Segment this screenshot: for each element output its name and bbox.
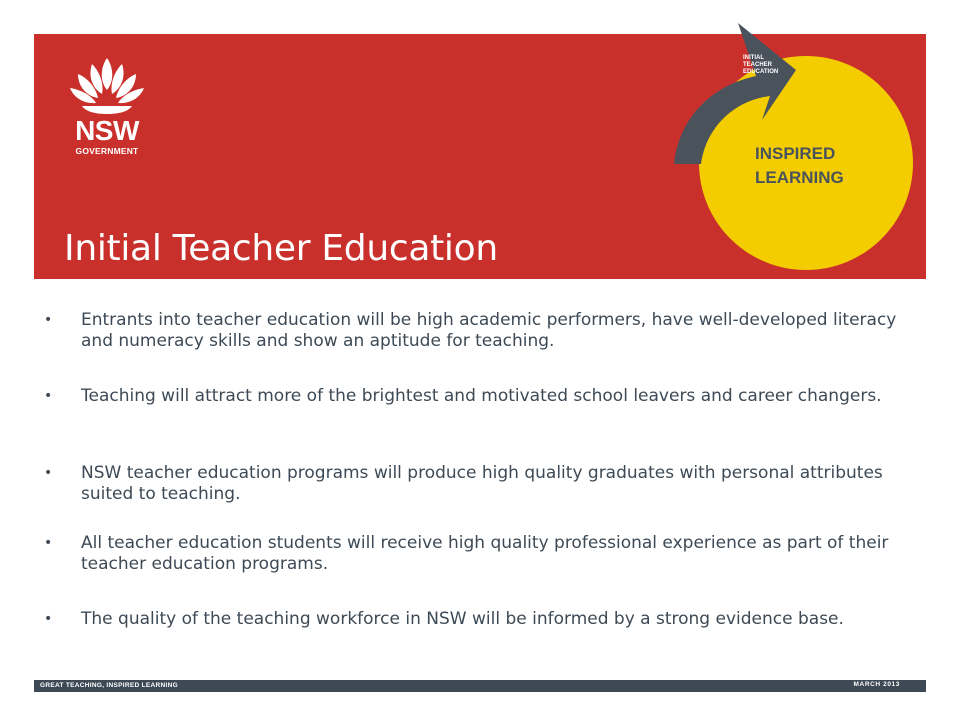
bullet-icon: • <box>44 535 53 551</box>
footer-slogan: GREAT TEACHING, INSPIRED LEARNING <box>40 682 178 689</box>
list-item <box>44 533 914 575</box>
circle-label <box>755 142 855 190</box>
bullet-icon: • <box>44 312 53 328</box>
bullet-text: Teaching will attract more of the brightest and motivated school leavers and career changers. <box>81 386 882 406</box>
list-item <box>44 609 914 630</box>
bullet-text: Entrants into teacher education will be high academic performers, have well-developed literacy and numeracy skills and show an aptitude for teaching. <box>81 310 897 351</box>
bullet-text: The quality of the teaching workforce in NSW will be informed by a strong evidence base. <box>81 609 844 629</box>
bullet-text: NSW teacher education programs will produce high quality graduates with personal attributes suited to teaching. <box>81 463 883 504</box>
bullet-icon: • <box>44 611 53 627</box>
bullet-icon: • <box>44 465 53 481</box>
list-item <box>44 463 914 505</box>
arrow-label-line: EDUCATION <box>743 69 779 75</box>
footer-bar <box>34 680 926 692</box>
waratah-logo-icon <box>64 56 150 116</box>
bullet-icon: • <box>44 388 53 404</box>
bullet-text: All teacher education students will receive high quality professional experience as part of their teacher education programs. <box>81 533 889 574</box>
circle-label-line: LEARNING <box>755 168 844 187</box>
list-item <box>44 310 914 352</box>
arrow-label <box>743 55 778 76</box>
circle-label-line: INSPIRED <box>755 144 836 163</box>
footer-date: MARCH 2013 <box>853 681 900 688</box>
logo-nsw-text: NSW <box>75 115 139 146</box>
arrow-label-line: TEACHER <box>743 62 773 68</box>
list-item <box>44 386 914 407</box>
arrow-label-line: INITIAL <box>743 55 764 61</box>
page-title: Initial Teacher Education <box>64 228 498 270</box>
nsw-government-logo <box>64 56 150 156</box>
logo-government-text: GOVERNMENT <box>75 146 139 156</box>
